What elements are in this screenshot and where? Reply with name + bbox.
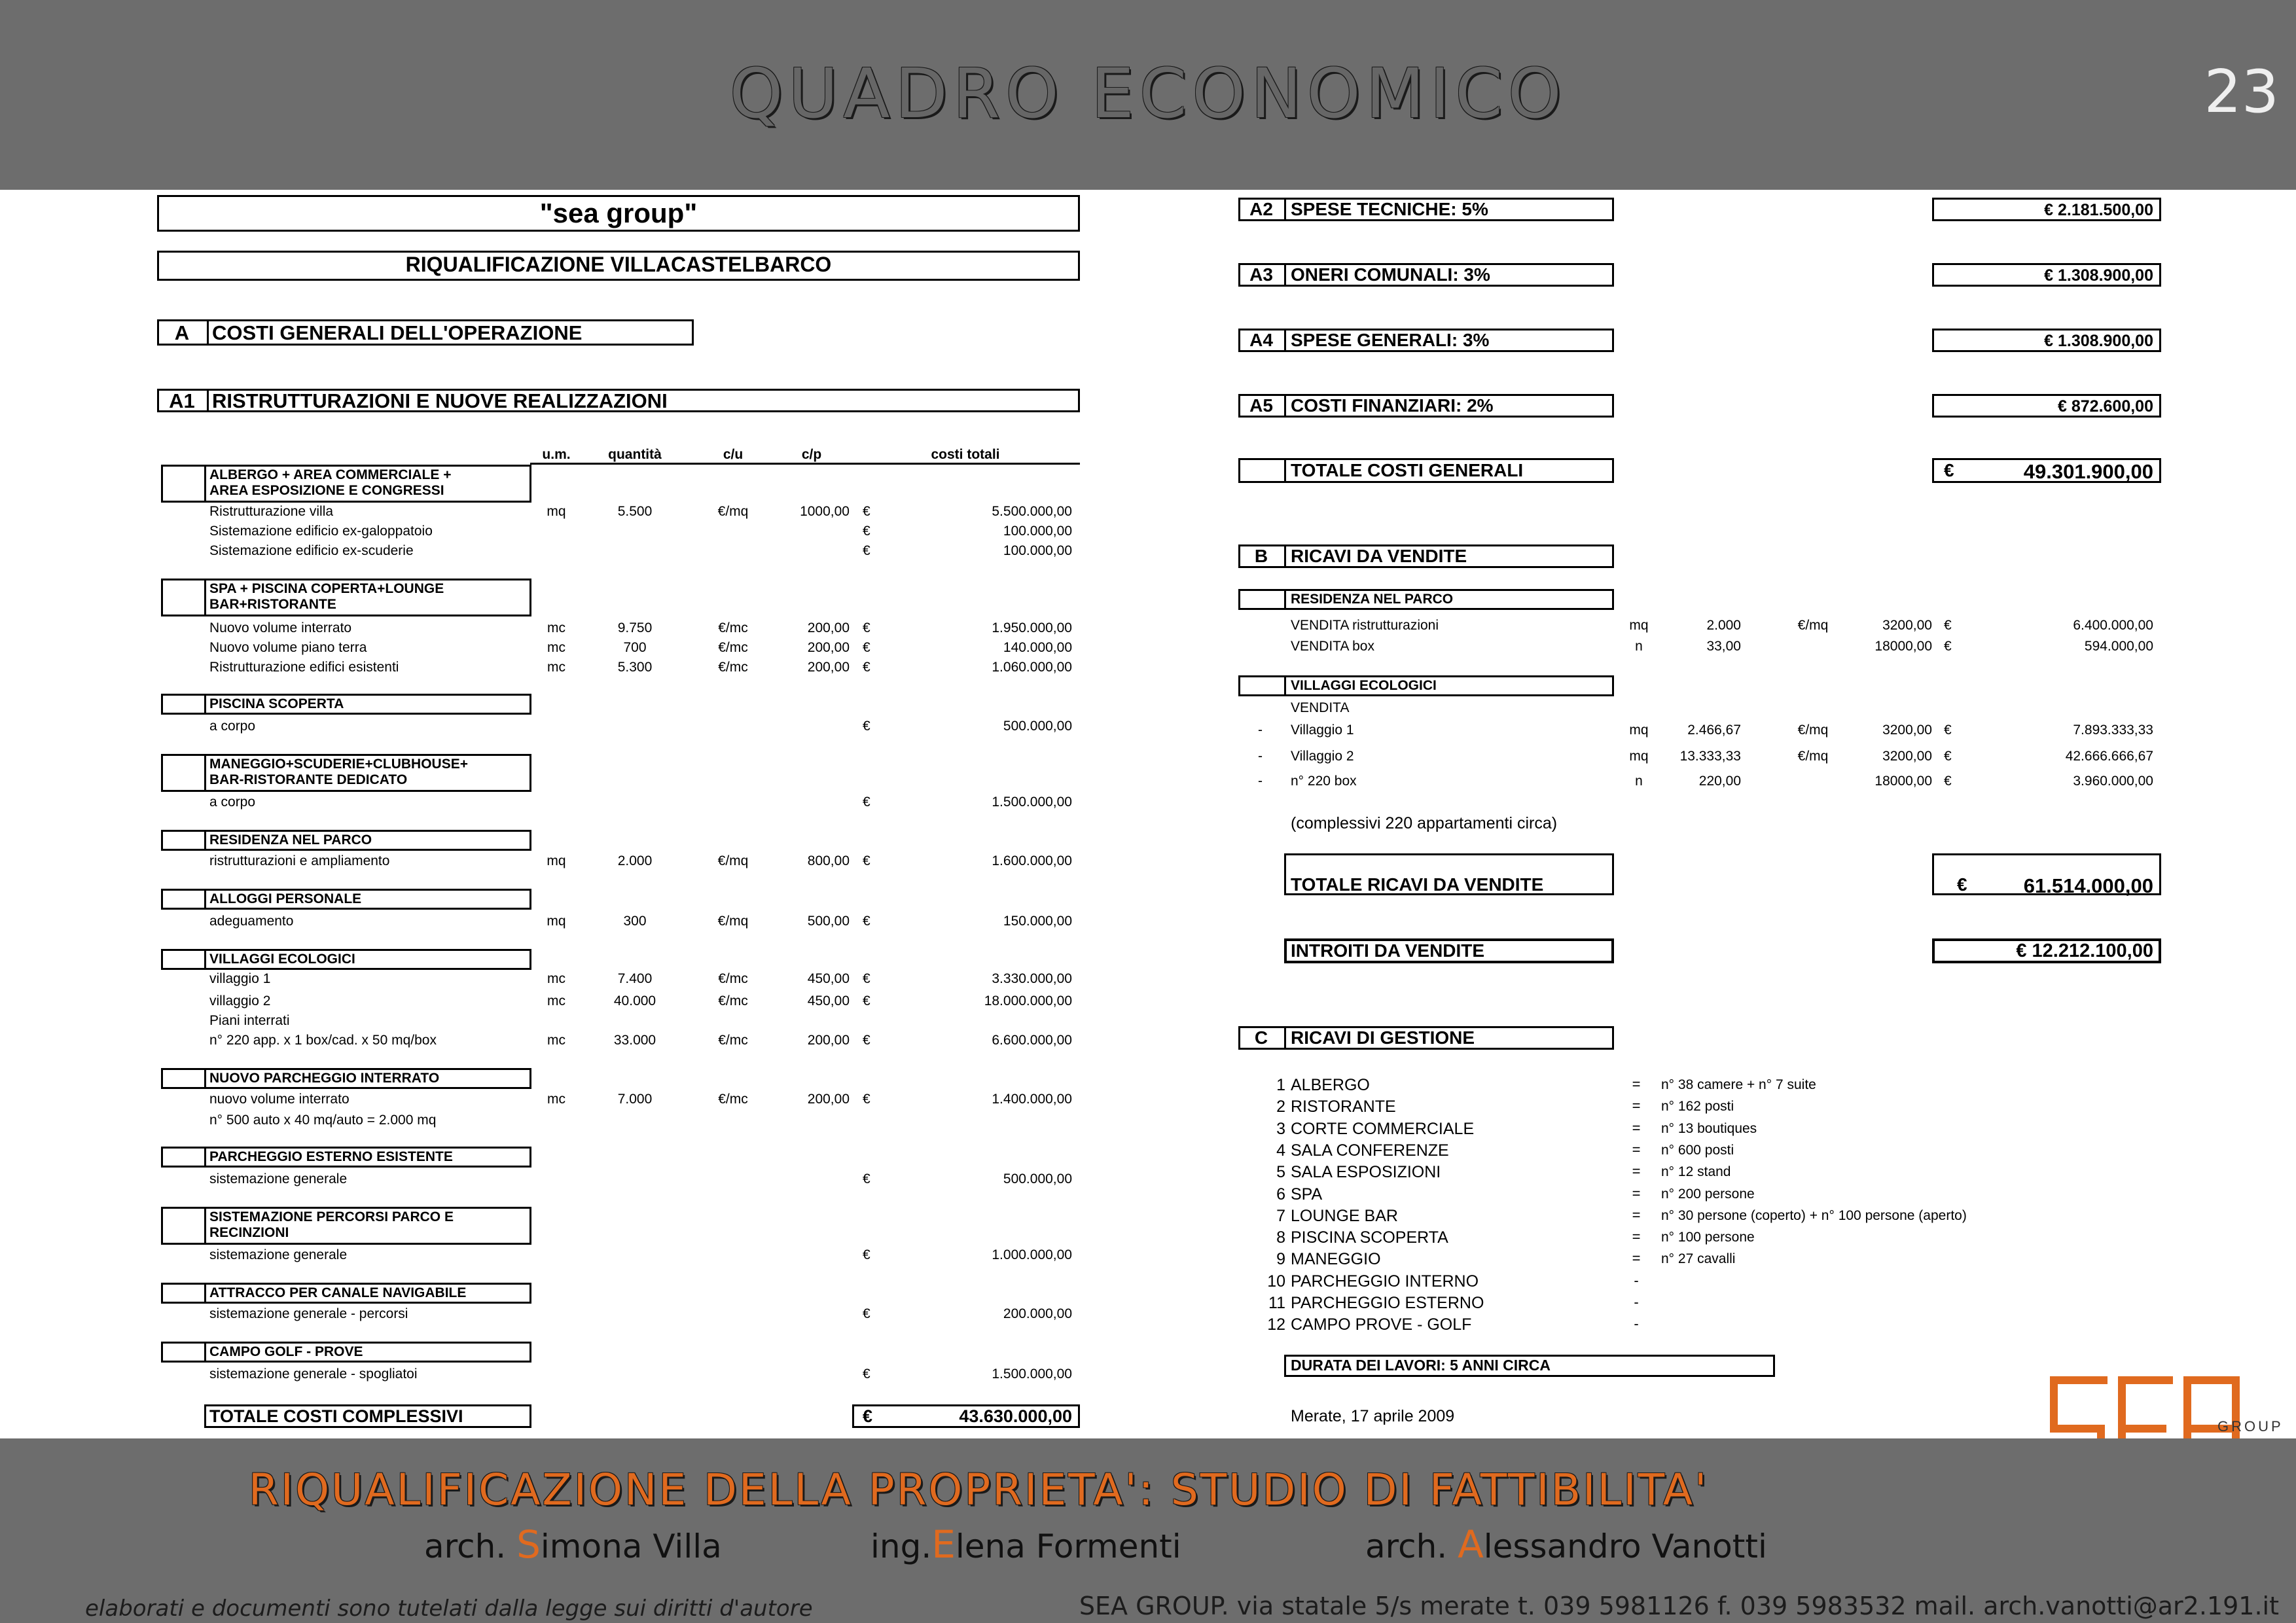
author-3-prefix: arch. — [1365, 1527, 1458, 1565]
row-cp: 200,00 — [807, 1033, 850, 1048]
villaggi-divider — [1284, 675, 1286, 696]
row-currency: € — [863, 543, 870, 558]
gestione-label: CAMPO PROVE - GOLF — [1291, 1315, 1472, 1334]
gestione-label: MANEGGIO — [1291, 1250, 1381, 1269]
gestione-eq: - — [1634, 1272, 1639, 1289]
row-desc: adeguamento — [209, 914, 294, 929]
row-cp: 200,00 — [807, 620, 850, 635]
page-title: QUADRO ECONOMICO — [729, 54, 1567, 134]
row-cu: €/mc — [718, 993, 748, 1008]
row-currency: € — [863, 504, 870, 519]
total-ricavi-label: TOTALE RICAVI DA VENDITE — [1291, 874, 1544, 895]
sale-price: 3200,00 — [1882, 722, 1932, 738]
sale-desc: VENDITA box — [1291, 639, 1374, 654]
row-currency: € — [863, 1092, 870, 1107]
row-desc: sistemazione generale — [209, 1247, 348, 1262]
group-title: AREA ESPOSIZIONE E CONGRESSI — [209, 483, 444, 498]
author-1-initial: S — [516, 1522, 541, 1567]
group-title: SPA + PISCINA COPERTA+LOUNGE — [209, 581, 444, 596]
gestione-desc: n° 600 posti — [1661, 1142, 1734, 1158]
author-1-rest: imona Villa — [540, 1527, 722, 1565]
row-currency: € — [863, 1366, 870, 1382]
group-title: NUOVO PARCHEGGIO INTERRATO — [209, 1071, 440, 1086]
sale-um: mq — [1629, 722, 1649, 738]
sale-um: n — [1635, 639, 1643, 654]
group-title-divider — [204, 754, 206, 792]
group-title-divider — [204, 694, 206, 715]
sale-qty: 2.466,67 — [1687, 722, 1741, 738]
author-1 — [424, 1522, 722, 1567]
col-header-cp: c/p — [801, 447, 822, 462]
gestione-eq: = — [1632, 1076, 1641, 1092]
sale-cu: €/mq — [1797, 749, 1829, 764]
row-total: 1.950.000,00 — [992, 620, 1072, 635]
row-cp: 500,00 — [807, 914, 850, 929]
sale-dash: - — [1258, 722, 1263, 738]
row-total: 500.000,00 — [1003, 1171, 1072, 1186]
gestione-label: SPA — [1291, 1185, 1323, 1204]
author-1-prefix: arch. — [424, 1527, 517, 1565]
cost-label: SPESE TECNICHE: 5% — [1291, 199, 1488, 219]
gestione-eq: = — [1632, 1097, 1641, 1115]
row-desc: a corpo — [209, 719, 256, 734]
row-qty: 7.000 — [617, 1092, 653, 1107]
footer-subtitle: RIQUALIFICAZIONE DELLA PROPRIETA': STUDIO DI FATTIBILITA' — [248, 1465, 1709, 1515]
gestione-label: LOUNGE BAR — [1291, 1206, 1398, 1225]
row-cp: 200,00 — [807, 1092, 850, 1107]
row-total: 3.330.000,00 — [992, 971, 1072, 986]
row-cu: €/mq — [717, 853, 749, 868]
section-c-code: C — [1254, 1027, 1268, 1048]
row-qty: 40.000 — [613, 993, 656, 1008]
cost-value: € 1.308.900,00 — [2044, 266, 2153, 285]
row-qty: 700 — [623, 640, 647, 655]
total-costs-label: TOTALE COSTI COMPLESSIVI — [209, 1406, 463, 1426]
section-a1-label: RISTRUTTURAZIONI E NUOVE REALIZZAZIONI — [212, 389, 668, 412]
gestione-label: SALA ESPOSIZIONI — [1291, 1163, 1441, 1182]
col-header-qty: quantità — [608, 447, 662, 462]
group-title: PISCINA SCOPERTA — [209, 696, 344, 711]
row-desc: Ristrutturazione villa — [209, 504, 334, 519]
sale-qty: 13.333,33 — [1679, 749, 1741, 764]
cost-value: € 2.181.500,00 — [2044, 201, 2153, 219]
section-c-divider — [1284, 1026, 1286, 1050]
group-title-divider — [204, 1068, 206, 1089]
sale-currency: € — [1944, 639, 1952, 654]
cost-label: ONERI COMUNALI: 3% — [1291, 264, 1490, 285]
sale-qty: 33,00 — [1706, 639, 1741, 654]
row-desc: Piani interrati — [209, 1013, 290, 1028]
copyright-note: elaborati e documenti sono tutelati dalla legge sui diritti d'autore — [85, 1596, 813, 1622]
gestione-num: 2 — [1276, 1097, 1285, 1116]
group-title-divider — [204, 465, 206, 503]
total-costs-value: 43.630.000,00 — [959, 1406, 1072, 1426]
row-um: mq — [547, 853, 566, 868]
row-cu: €/mc — [718, 640, 748, 655]
col-header-total: costi totali — [931, 447, 1000, 462]
gestione-num: 8 — [1276, 1228, 1285, 1247]
gestione-desc: n° 30 persone (coperto) + n° 100 persone (aperto) — [1661, 1207, 1967, 1223]
gestione-eq: = — [1632, 1141, 1641, 1158]
gestione-num: 10 — [1267, 1272, 1285, 1291]
section-a-code: A — [174, 321, 190, 344]
gestione-desc: n° 27 cavalli — [1661, 1251, 1736, 1267]
row-desc: Sistemazione edificio ex-scuderie — [209, 543, 414, 558]
cost-code: A2 — [1249, 199, 1273, 219]
section-b-code: B — [1254, 546, 1268, 566]
author-2-rest: lena Formenti — [955, 1527, 1181, 1565]
row-currency: € — [863, 1171, 870, 1186]
group-title-divider — [204, 579, 206, 616]
col-header-rule — [530, 463, 1080, 465]
row-qty: 9.750 — [617, 620, 653, 635]
row-total: 200.000,00 — [1003, 1306, 1072, 1321]
row-cp: 450,00 — [807, 993, 850, 1008]
row-desc: n° 500 auto x 40 mq/auto = 2.000 mq — [209, 1113, 437, 1128]
group-title: ALLOGGI PERSONALE — [209, 891, 362, 906]
section-b-divider — [1284, 544, 1286, 568]
row-cu: €/mc — [718, 660, 748, 675]
sale-total: 6.400.000,00 — [2073, 618, 2153, 633]
row-desc: n° 220 app. x 1 box/cad. x 50 mq/box — [209, 1033, 437, 1048]
gestione-label: ALBERGO — [1291, 1076, 1370, 1094]
row-cp: 450,00 — [807, 971, 850, 986]
gestione-desc: n° 100 persone — [1661, 1230, 1755, 1245]
author-3-rest: lessandro Vanotti — [1483, 1527, 1767, 1565]
row-cu: €/mq — [717, 504, 749, 519]
row-um: mc — [547, 640, 565, 655]
gestione-eq: = — [1632, 1228, 1641, 1245]
total-ricavi-currency: € — [1957, 874, 1967, 895]
group-title-divider — [204, 949, 206, 970]
row-desc: villaggio 1 — [209, 971, 271, 986]
sale-qty: 220,00 — [1698, 774, 1741, 789]
row-total: 1.060.000,00 — [992, 660, 1072, 675]
row-currency: € — [863, 794, 870, 810]
col-header-cu: c/u — [723, 447, 744, 462]
row-um: mq — [547, 914, 566, 929]
group-title-divider — [204, 1147, 206, 1168]
page-number: 23 — [2204, 58, 2279, 126]
author-3 — [1365, 1522, 1767, 1567]
gestione-label: PARCHEGGIO ESTERNO — [1291, 1294, 1484, 1312]
residenza-title: RESIDENZA NEL PARCO — [1291, 592, 1454, 607]
gestione-label: RISTORANTE — [1291, 1097, 1396, 1116]
group-title-divider — [204, 830, 206, 851]
gestione-num: 3 — [1276, 1119, 1285, 1138]
cost-code: A5 — [1249, 395, 1273, 416]
section-c-label: RICAVI DI GESTIONE — [1291, 1027, 1475, 1048]
row-total: 100.000,00 — [1003, 543, 1072, 558]
author-2 — [870, 1522, 1181, 1567]
total-generali-value: 49.301.900,00 — [2023, 460, 2153, 483]
row-desc: Ristrutturazione edifici esistenti — [209, 660, 399, 675]
villaggi-note: (complessivi 220 appartamenti circa) — [1291, 814, 1558, 832]
durata-label: DURATA DEI LAVORI: 5 ANNI CIRCA — [1291, 1357, 1551, 1374]
gestione-desc: n° 12 stand — [1661, 1164, 1731, 1180]
group-title-divider — [204, 1207, 206, 1245]
cost-value: € 1.308.900,00 — [2044, 332, 2153, 350]
section-a-divider — [207, 319, 209, 346]
cost-code-divider — [1284, 198, 1286, 221]
sale-currency: € — [1944, 774, 1952, 789]
row-currency: € — [863, 1306, 870, 1321]
row-um: mc — [547, 993, 565, 1008]
gestione-label: PARCHEGGIO INTERNO — [1291, 1272, 1479, 1291]
introiti-label: INTROITI DA VENDITE — [1291, 940, 1485, 961]
sale-price: 3200,00 — [1882, 749, 1932, 764]
sale-price: 18000,00 — [1874, 639, 1932, 654]
author-2-initial: E — [931, 1522, 956, 1567]
row-currency: € — [863, 1033, 870, 1048]
sale-um: mq — [1629, 618, 1649, 633]
row-qty: 7.400 — [617, 971, 653, 986]
row-total: 140.000,00 — [1003, 640, 1072, 655]
total-costs-currency: € — [863, 1406, 873, 1426]
group-title: PARCHEGGIO ESTERNO ESISTENTE — [209, 1149, 453, 1164]
sale-total: 594.000,00 — [2084, 639, 2153, 654]
gestione-desc: n° 162 posti — [1661, 1099, 1734, 1115]
cost-code-divider — [1284, 263, 1286, 287]
row-qty: 33.000 — [613, 1033, 656, 1048]
row-qty: 2.000 — [617, 853, 653, 868]
row-total: 100.000,00 — [1003, 524, 1072, 539]
logo-sub: GROUP — [2217, 1418, 2284, 1435]
cost-code: A3 — [1249, 264, 1273, 285]
group-title-divider — [204, 889, 206, 910]
row-cp: 1000,00 — [800, 504, 850, 519]
sale-um: mq — [1629, 749, 1649, 764]
gestione-label: CORTE COMMERCIALE — [1291, 1119, 1475, 1138]
sale-currency: € — [1944, 618, 1952, 633]
date-line: Merate, 17 aprile 2009 — [1291, 1407, 1455, 1425]
gestione-label: SALA CONFERENZE — [1291, 1141, 1449, 1160]
total-ricavi-value: 61.514.000,00 — [2023, 874, 2153, 897]
row-currency: € — [863, 640, 870, 655]
cost-value: € 872.600,00 — [2058, 397, 2153, 416]
row-desc: sistemazione generale - percorsi — [209, 1306, 408, 1321]
row-um: mc — [547, 971, 565, 986]
row-um: mc — [547, 1092, 565, 1107]
row-currency: € — [863, 993, 870, 1008]
author-2-prefix: ing. — [870, 1527, 932, 1565]
row-currency: € — [863, 620, 870, 635]
gestione-desc: n° 13 boutiques — [1661, 1120, 1757, 1136]
sale-price: 3200,00 — [1882, 618, 1932, 633]
row-total: 1.600.000,00 — [992, 853, 1072, 868]
row-cp: 200,00 — [807, 660, 850, 675]
sale-desc: Villaggio 2 — [1291, 749, 1354, 764]
row-qty: 5.500 — [617, 504, 653, 519]
row-total: 1.400.000,00 — [992, 1092, 1072, 1107]
cost-code-divider — [1284, 394, 1286, 418]
author-3-initial: A — [1458, 1522, 1484, 1567]
gestione-num: 7 — [1276, 1206, 1285, 1225]
sale-cu: €/mq — [1797, 722, 1829, 738]
row-total: 500.000,00 — [1003, 719, 1072, 734]
sale-desc: Villaggio 1 — [1291, 722, 1354, 738]
group-title: SISTEMAZIONE PERCORSI PARCO E — [209, 1209, 454, 1224]
row-total: 5.500.000,00 — [992, 504, 1072, 519]
cost-label: COSTI FINANZIARI: 2% — [1291, 395, 1494, 416]
row-desc: a corpo — [209, 794, 256, 810]
contact-info: SEA GROUP. via statale 5/s merate t. 039 5981126 f. 039 5983532 mail. arch.vanotti@ar2.191.it — [1079, 1592, 2279, 1620]
sale-total: 42.666.666,67 — [2065, 749, 2153, 764]
row-cu: €/mq — [717, 914, 749, 929]
row-total: 1.500.000,00 — [992, 1366, 1072, 1382]
gestione-num: 9 — [1276, 1250, 1285, 1269]
row-um: mc — [547, 660, 565, 675]
row-total: 1.500.000,00 — [992, 794, 1072, 810]
sale-dash: - — [1258, 749, 1263, 764]
section-b-label: RICAVI DA VENDITE — [1291, 546, 1467, 566]
gestione-eq: - — [1634, 1294, 1639, 1310]
gestione-eq: = — [1632, 1250, 1641, 1267]
client-title: "sea group" — [539, 198, 698, 228]
group-title: VILLAGGI ECOLOGICI — [209, 952, 355, 967]
row-desc: villaggio 2 — [209, 993, 271, 1008]
gestione-desc: n° 200 persone — [1661, 1186, 1755, 1202]
row-um: mc — [547, 620, 565, 635]
group-title: BAR-RISTORANTE DEDICATO — [209, 772, 408, 787]
row-currency: € — [863, 1247, 870, 1262]
group-title: CAMPO GOLF - PROVE — [209, 1344, 363, 1359]
row-desc: Sistemazione edificio ex-galoppatoio — [209, 524, 433, 539]
row-currency: € — [863, 971, 870, 986]
group-title: ALBERGO + AREA COMMERCIALE + — [209, 467, 452, 482]
row-total: 18.000.000,00 — [984, 993, 1072, 1008]
group-title: ATTRACCO PER CANALE NAVIGABILE — [209, 1285, 467, 1300]
sale-um: n — [1635, 774, 1643, 789]
villaggi-title: VILLAGGI ECOLOGICI — [1291, 678, 1437, 693]
row-qty: 300 — [623, 914, 647, 929]
row-cu: €/mc — [718, 1033, 748, 1048]
row-um: mq — [547, 504, 566, 519]
project-title: RIQUALIFICAZIONE VILLACASTELBARCO — [405, 253, 832, 276]
gestione-num: 11 — [1268, 1294, 1285, 1312]
sale-qty: 2.000 — [1706, 618, 1741, 633]
row-desc: Nuovo volume piano terra — [209, 640, 367, 655]
sale-currency: € — [1944, 722, 1952, 738]
gestione-eq: = — [1632, 1163, 1641, 1180]
sale-cu: €/mq — [1797, 618, 1829, 633]
row-cp: 200,00 — [807, 640, 850, 655]
row-desc: nuovo volume interrato — [209, 1092, 350, 1107]
row-currency: € — [863, 914, 870, 929]
gestione-eq: = — [1632, 1119, 1641, 1136]
sale-total: 7.893.333,33 — [2073, 722, 2153, 738]
gestione-num: 1 — [1276, 1076, 1285, 1094]
villaggi-sub: VENDITA — [1291, 700, 1350, 715]
row-cu: €/mc — [718, 971, 748, 986]
row-total: 150.000,00 — [1003, 914, 1072, 929]
total-generali-divider — [1284, 458, 1286, 483]
section-a1-code: A1 — [169, 389, 195, 412]
group-title-divider — [204, 1342, 206, 1363]
gestione-num: 12 — [1267, 1315, 1285, 1334]
col-header-um: u.m. — [542, 447, 571, 462]
residenza-divider — [1284, 589, 1286, 610]
sale-price: 18000,00 — [1874, 774, 1932, 789]
cost-label: SPESE GENERALI: 3% — [1291, 330, 1490, 350]
group-title-divider — [204, 1283, 206, 1304]
gestione-eq: = — [1632, 1206, 1641, 1223]
group-title: RESIDENZA NEL PARCO — [209, 832, 372, 847]
section-a-label: COSTI GENERALI DELL'OPERAZIONE — [212, 321, 583, 344]
introiti-value: € 12.212.100,00 — [2016, 940, 2153, 961]
gestione-desc: n° 38 camere + n° 7 suite — [1661, 1077, 1816, 1092]
gestione-eq: = — [1632, 1185, 1641, 1202]
group-title: RECINZIONI — [209, 1225, 289, 1240]
row-currency: € — [863, 660, 870, 675]
row-currency: € — [863, 853, 870, 868]
row-desc: Nuovo volume interrato — [209, 620, 352, 635]
section-a1-divider — [207, 389, 209, 412]
row-desc: ristrutturazioni e ampliamento — [209, 853, 390, 868]
row-currency: € — [863, 524, 870, 539]
row-cu: €/mc — [718, 1092, 748, 1107]
row-currency: € — [863, 719, 870, 734]
row-total: 6.600.000,00 — [992, 1033, 1072, 1048]
row-desc: sistemazione generale - spogliatoi — [209, 1366, 418, 1382]
sale-total: 3.960.000,00 — [2073, 774, 2153, 789]
sale-dash: - — [1258, 774, 1263, 789]
gestione-num: 4 — [1276, 1141, 1285, 1160]
sale-currency: € — [1944, 749, 1952, 764]
row-total: 1.000.000,00 — [992, 1247, 1072, 1262]
row-um: mc — [547, 1033, 565, 1048]
row-desc: sistemazione generale — [209, 1171, 348, 1186]
gestione-label: PISCINA SCOPERTA — [1291, 1228, 1448, 1247]
total-generali-currency: € — [1944, 460, 1954, 480]
row-cp: 800,00 — [807, 853, 850, 868]
row-cu: €/mc — [718, 620, 748, 635]
cost-code: A4 — [1249, 330, 1273, 350]
gestione-num: 6 — [1276, 1185, 1285, 1204]
gestione-eq: - — [1634, 1315, 1639, 1332]
row-qty: 5.300 — [617, 660, 653, 675]
group-title: BAR+RISTORANTE — [209, 597, 336, 612]
total-generali-label: TOTALE COSTI GENERALI — [1291, 460, 1524, 480]
cost-code-divider — [1284, 329, 1286, 352]
gestione-num: 5 — [1276, 1163, 1285, 1182]
sale-desc: n° 220 box — [1291, 774, 1357, 789]
group-title: MANEGGIO+SCUDERIE+CLUBHOUSE+ — [209, 757, 468, 772]
sale-desc: VENDITA ristrutturazioni — [1291, 618, 1439, 633]
